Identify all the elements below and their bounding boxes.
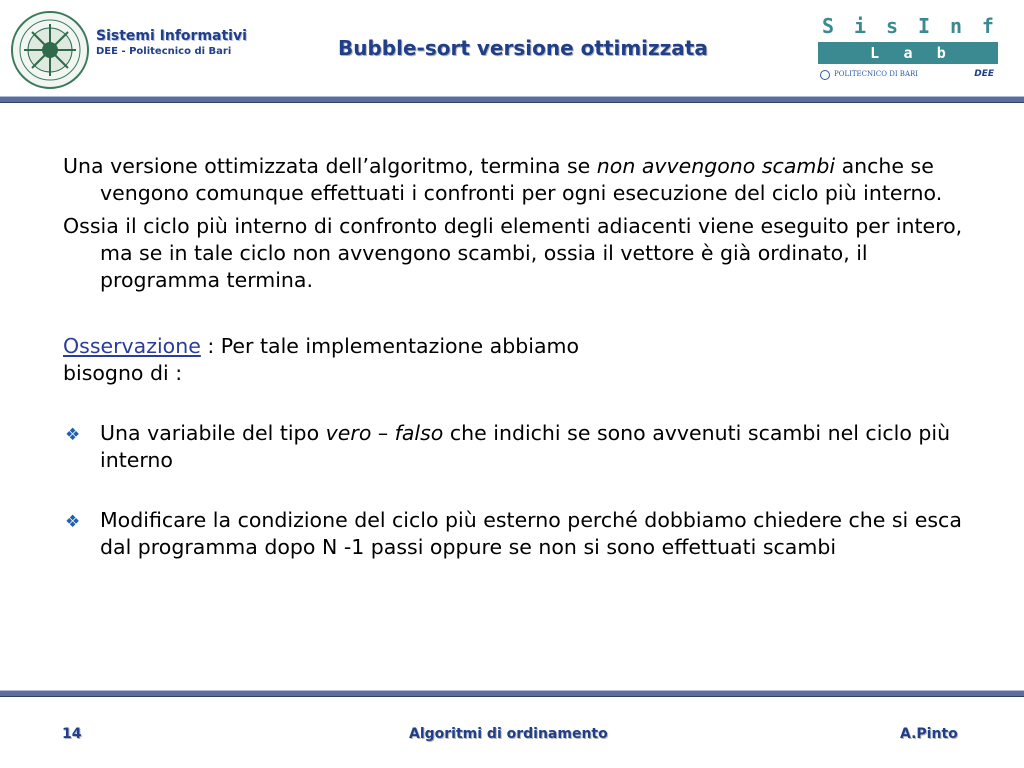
lab-letter: I (917, 14, 930, 38)
lab-letter: i (853, 14, 867, 38)
page-number: 14 (62, 726, 82, 742)
spacer (63, 300, 963, 333)
bullet-1-falso: falso (394, 421, 444, 445)
sisinf-lab-logo (818, 14, 998, 84)
bullet-item-1 (63, 420, 963, 474)
politecnico-label: POLITECNICO DI BARI (834, 70, 919, 78)
lab-letter: L (870, 44, 880, 62)
paragraph-1-prefix: Una versione ottimizzata dell’algoritmo, termina se (63, 154, 597, 178)
footer-author: A.Pinto (900, 726, 958, 742)
paragraph-2: Ossia il ciclo più interno di confronto degli elementi adiacenti viene eseguito per intero, ma se in tale ciclo non avvengono scambi, ossia il vettore è già ordinato, il programma termina. (63, 214, 963, 292)
lab-letter: s (885, 14, 899, 38)
diamond-bullet-icon: ❖ (65, 425, 81, 445)
footer-topic: Algoritmi di ordinamento (409, 726, 608, 742)
bullet-1-vero: vero (325, 421, 372, 445)
brand-name: Sistemi Informativi (96, 28, 247, 44)
university-seal-logo (10, 10, 90, 90)
observation-text: : Per tale implementazione abbiamo (200, 334, 580, 358)
diamond-bullet-icon: ❖ (65, 512, 81, 532)
footer-divider (0, 690, 1024, 697)
bullet-1-dash: – (371, 421, 395, 445)
lab-letter: a (903, 44, 913, 62)
slide-body (63, 153, 963, 561)
bullet-1-prefix: Una variabile del tipo (100, 421, 326, 445)
observation-line (63, 333, 963, 360)
observation-link[interactable]: Osservazione (63, 334, 201, 358)
slide-title: Bubble-sort versione ottimizzata (338, 36, 708, 60)
bullet-item-2 (63, 507, 963, 561)
lab-letter: S (822, 14, 835, 38)
lab-letter: f (981, 14, 994, 38)
paragraph-1-emphasis: non avvengono scambi (596, 154, 836, 178)
spacer (63, 387, 963, 420)
paragraph-1-suffix: anche se vengono comunque effettuati i confronti per ogni esecuzione del ciclo più interno. (100, 154, 943, 205)
header-divider (0, 96, 1024, 103)
brand-block (96, 28, 247, 57)
paragraph-1 (63, 153, 963, 207)
lab-logo-footer (818, 69, 998, 83)
bullet-2-text: Modificare la condizione del ciclo più esterno perché dobbiamo chiedere che si esca dal programma dopo N -1 passi oppure se non si sono effettuati scambi (100, 508, 962, 559)
dee-logo: DEE (974, 69, 994, 79)
lab-logo-bar (818, 42, 998, 64)
observation-line-2: bisogno di : (63, 361, 183, 385)
slide-header (0, 0, 1024, 100)
lab-letter: n (949, 14, 962, 38)
bullet-1-suffix: che indichi se sono avvenuti scambi nel ciclo più interno (100, 421, 951, 472)
brand-subtitle: DEE - Politecnico di Bari (96, 46, 232, 57)
lab-logo-top-text (818, 14, 998, 38)
lab-letter: b (936, 44, 946, 62)
seal-mini-icon (820, 70, 830, 80)
spacer (63, 474, 963, 507)
